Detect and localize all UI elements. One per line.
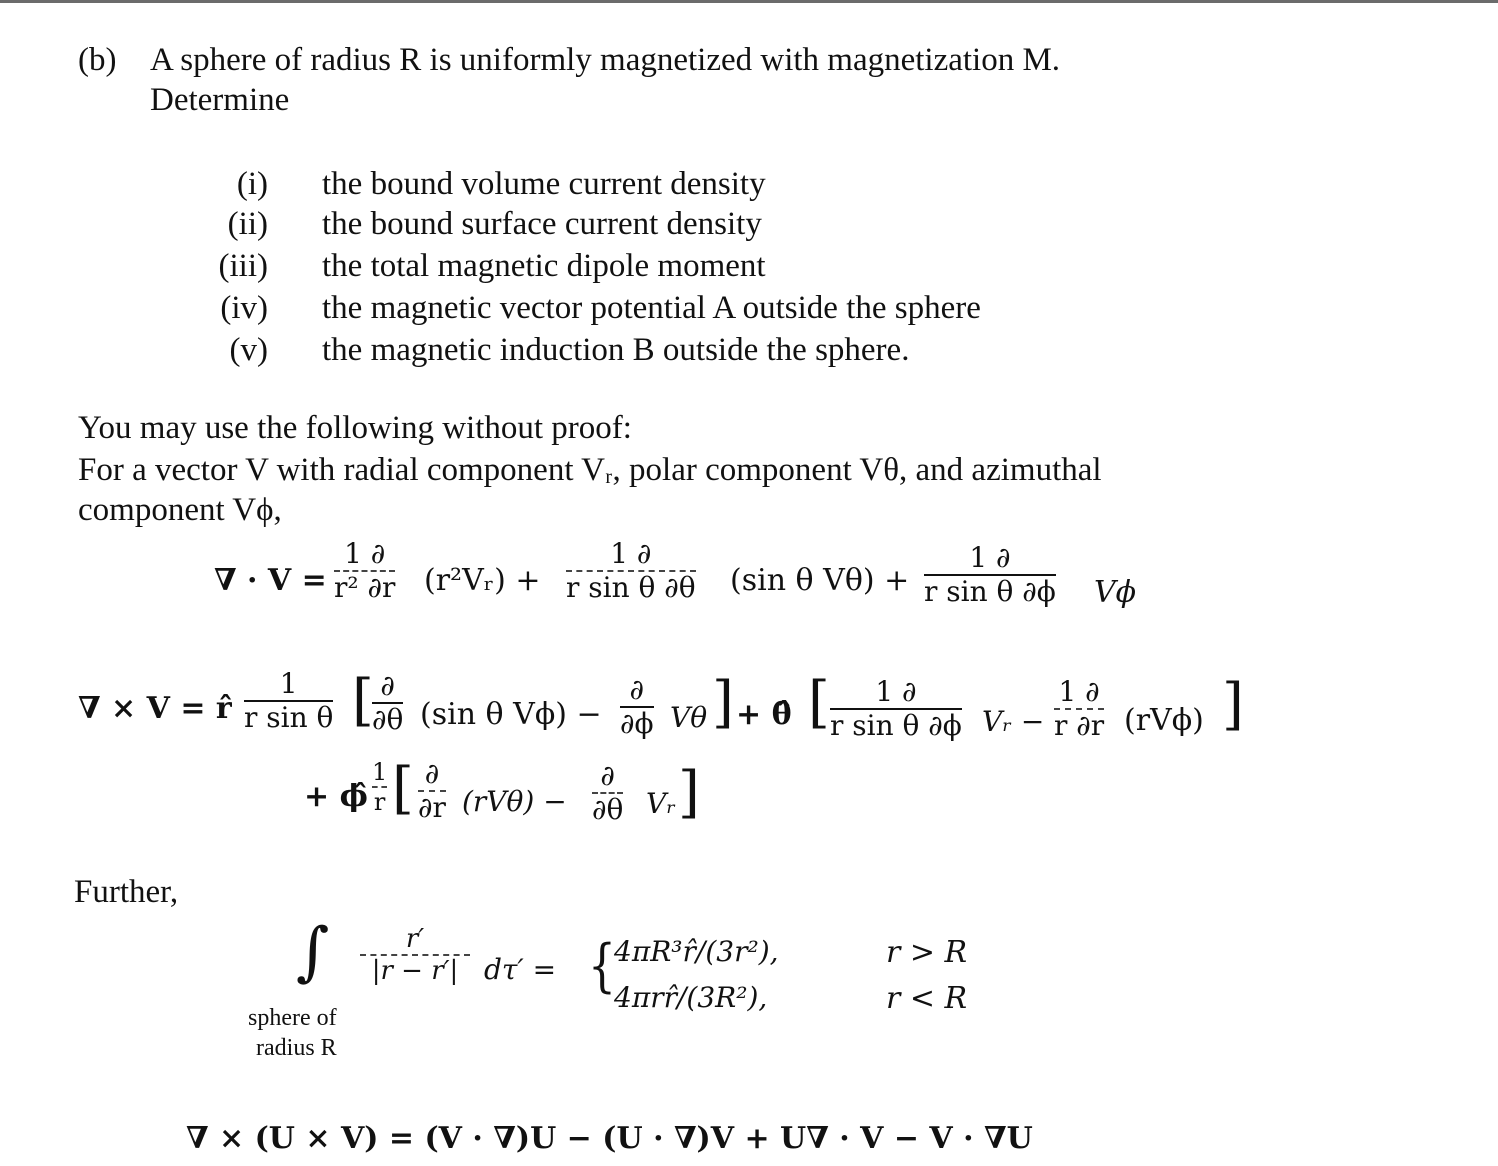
- fraction-denominator: r: [373, 788, 386, 816]
- integral-sign: ∫: [296, 915, 330, 989]
- fraction-numerator: 1: [372, 758, 388, 786]
- left-bracket: [: [352, 668, 374, 733]
- curl-phi-term1: (rVθ) −: [462, 785, 567, 818]
- problem-label: (b): [78, 42, 117, 78]
- curl-phi-d-dtheta: [592, 759, 624, 826]
- curl-theta-term2: (rVϕ): [1124, 703, 1204, 738]
- fraction-numerator: ∂: [424, 757, 440, 790]
- item-number: (v): [229, 332, 268, 368]
- divergence-fraction-radial: [334, 537, 396, 604]
- curl-lhs: ∇ × V = r̂: [78, 691, 232, 726]
- item-number: (iii): [218, 248, 268, 284]
- curl-theta-hat: + θ̂: [736, 697, 792, 732]
- fraction-numerator: 1 ∂: [344, 537, 386, 570]
- integral-domain-line2: radius R: [256, 1035, 337, 1061]
- hint-component-phi: component Vϕ,: [78, 492, 282, 528]
- item-number: (ii): [227, 206, 268, 242]
- hint-vector-components: For a vector V with radial component Vᵣ, polar component Vθ, and azimuthal: [78, 452, 1102, 488]
- divergence-fraction-azimuthal: [924, 541, 1056, 608]
- curl-phi-hat: + ϕ̂: [304, 779, 368, 814]
- curl-r-term1: (sin θ Vϕ) −: [420, 697, 602, 732]
- left-bracket: [: [808, 670, 830, 735]
- fraction-denominator: r sin θ ∂ϕ: [830, 709, 962, 742]
- curl-theta-prefactor: [830, 675, 962, 742]
- problem-determine: Determine: [150, 82, 290, 118]
- curl-phi-prefactor: [372, 760, 387, 814]
- fraction-denominator: r ∂r: [1054, 709, 1105, 742]
- item-text: the bound volume current density: [322, 166, 766, 202]
- hint-intro: You may use the following without proof:: [78, 410, 632, 446]
- fraction-denominator: ∂θ: [592, 793, 624, 826]
- fraction-numerator: ∂: [380, 669, 395, 702]
- integral-domain-line1: sphere of: [248, 1005, 337, 1031]
- case-outside-value: 4πR³r̂/(3r²),: [614, 935, 779, 968]
- scan-top-edge: [0, 0, 1498, 3]
- curl-d-dtheta: [372, 669, 404, 736]
- fraction-numerator: 1: [279, 667, 298, 700]
- item-number: (iv): [220, 290, 268, 326]
- right-bracket: ]: [1222, 672, 1244, 737]
- fraction-denominator: r² ∂r: [334, 571, 396, 604]
- divergence-azimuthal-argument: Vϕ: [1094, 575, 1137, 610]
- fraction-denominator: ∂θ: [372, 703, 404, 736]
- curl-theta-term1: Vᵣ −: [982, 705, 1045, 738]
- curl-d-dphi: [620, 673, 654, 740]
- fraction-numerator: 1 ∂: [875, 675, 917, 708]
- fraction-denominator: r sin θ ∂ϕ: [924, 575, 1056, 608]
- curl-phi-d-dr: [418, 757, 446, 824]
- fraction-numerator: ∂: [600, 759, 615, 792]
- further-label: Further,: [74, 874, 179, 910]
- cases-brace: {: [588, 932, 616, 1000]
- fraction-denominator: r sin θ: [244, 701, 334, 734]
- item-text: the total magnetic dipole moment: [322, 248, 766, 284]
- fraction-denominator: ∂ϕ: [620, 707, 654, 740]
- fraction-numerator: 1 ∂: [969, 541, 1011, 574]
- fraction-denominator: r sin θ ∂θ: [566, 571, 696, 604]
- item-number: (i): [236, 166, 268, 202]
- fraction-numerator: ∂: [629, 673, 645, 706]
- curl-r-prefactor: [244, 667, 334, 734]
- case-inside-condition: r < R: [886, 981, 968, 1016]
- left-bracket: [: [392, 756, 414, 821]
- divergence-fraction-polar: [566, 537, 696, 604]
- item-text: the magnetic induction B outside the sphere.: [322, 332, 910, 368]
- case-outside-condition: r > R: [886, 935, 968, 970]
- fraction-numerator: r′: [405, 924, 425, 954]
- curl-theta-d-dr: [1054, 675, 1105, 742]
- vector-identity: ∇ × (U × V) = (V · ∇)U − (U · ∇)V + U∇ · V − V · ∇U: [186, 1121, 1033, 1156]
- integral-measure: dτ′ =: [484, 953, 557, 986]
- divergence-radial-argument: (r²Vᵣ) +: [424, 563, 541, 598]
- divergence-polar-argument: (sin θ Vθ) +: [730, 563, 910, 598]
- item-text: the bound surface current density: [322, 206, 762, 242]
- item-text: the magnetic vector potential A outside the sphere: [322, 290, 981, 326]
- fraction-denominator: ∂r: [418, 791, 446, 824]
- right-bracket: ]: [678, 760, 700, 825]
- fraction-numerator: 1 ∂: [610, 537, 652, 570]
- integral-integrand: [360, 926, 470, 984]
- right-bracket: ]: [712, 670, 734, 735]
- fraction-numerator: 1 ∂: [1058, 675, 1100, 708]
- divergence-lhs: ∇ · V =: [214, 563, 327, 598]
- problem-statement: A sphere of radius R is uniformly magnetized with magnetization M.: [150, 42, 1061, 78]
- case-inside-value: 4πrr̂/(3R²),: [614, 981, 768, 1014]
- curl-r-term2: Vθ: [670, 701, 708, 734]
- curl-phi-term2: Vᵣ: [646, 787, 676, 820]
- fraction-denominator: |r − r′|: [371, 956, 459, 986]
